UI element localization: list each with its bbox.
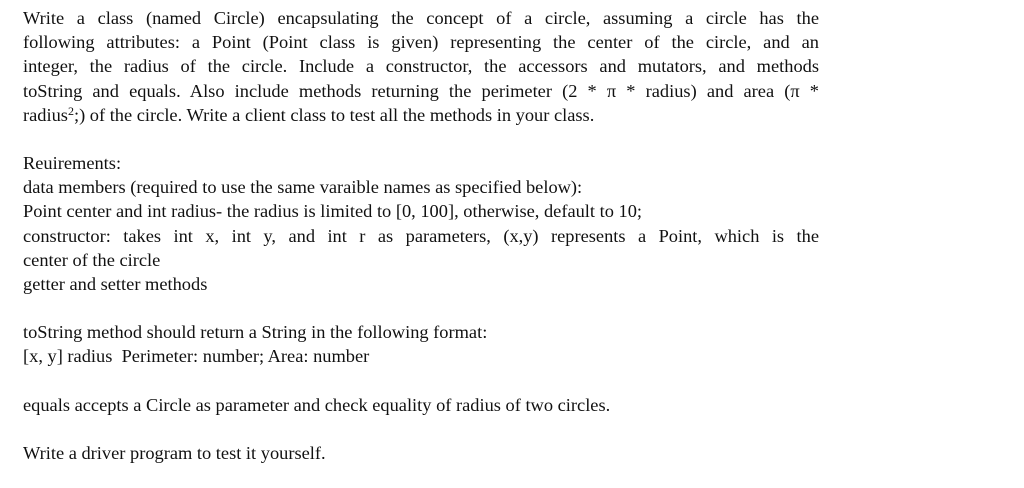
intro-line-5 [23, 103, 819, 127]
intro-line-5-post: ;) of the circle. Write a client class to test all the methods in your class. [73, 104, 595, 125]
intro-line-5-superscript: 2 [67, 103, 74, 118]
intro-line-5-pre: radius [23, 104, 68, 125]
requirements-line-4: center of the circle [23, 249, 161, 270]
intro-line-3: integer, the radius of the circle. Include a constructor, the accessors and mutators, and methods [23, 56, 819, 77]
requirements-line-2: Point center and int radius- the radius is limited to [0, 100], otherwise, default to 10; [23, 201, 643, 222]
requirements-line-3: constructor: takes int x, int y, and int r as parameters, (x,y) represents a Point, which is the [23, 225, 819, 246]
equals-paragraph [23, 393, 819, 417]
tostring-format-line: [x, y] radius Perimeter: number; Area: number [23, 346, 370, 367]
intro-paragraph [23, 6, 819, 127]
requirements-paragraph [23, 151, 819, 296]
tostring-line-1: toString method should return a String in the following format: [23, 322, 488, 343]
spacer [23, 417, 819, 441]
requirements-line-5: getter and setter methods [23, 274, 208, 295]
requirements-heading: Reuirements: [23, 153, 122, 174]
intro-line-1: Write a class (named Circle) encapsulating the concept of a circle, assuming a circle has the [23, 8, 819, 28]
requirements-line-1: data members (required to use the same varaible names as specified below): [23, 177, 583, 198]
driver-paragraph [23, 441, 819, 465]
spacer [23, 127, 819, 151]
equals-line-1: equals accepts a Circle as parameter and check equality of radius of two circles. [23, 394, 611, 415]
spacer [23, 296, 819, 320]
driver-line-1: Write a driver program to test it yourself. [23, 442, 326, 463]
tostring-paragraph [23, 320, 819, 368]
assignment-document [23, 6, 819, 465]
intro-line-4: toString and equals. Also include methods returning the perimeter (2 * π * radius) and area (π * [23, 80, 819, 101]
intro-line-2: following attributes: a Point (Point class is given) representing the center of the circle, and an [23, 32, 819, 53]
spacer [23, 369, 819, 393]
